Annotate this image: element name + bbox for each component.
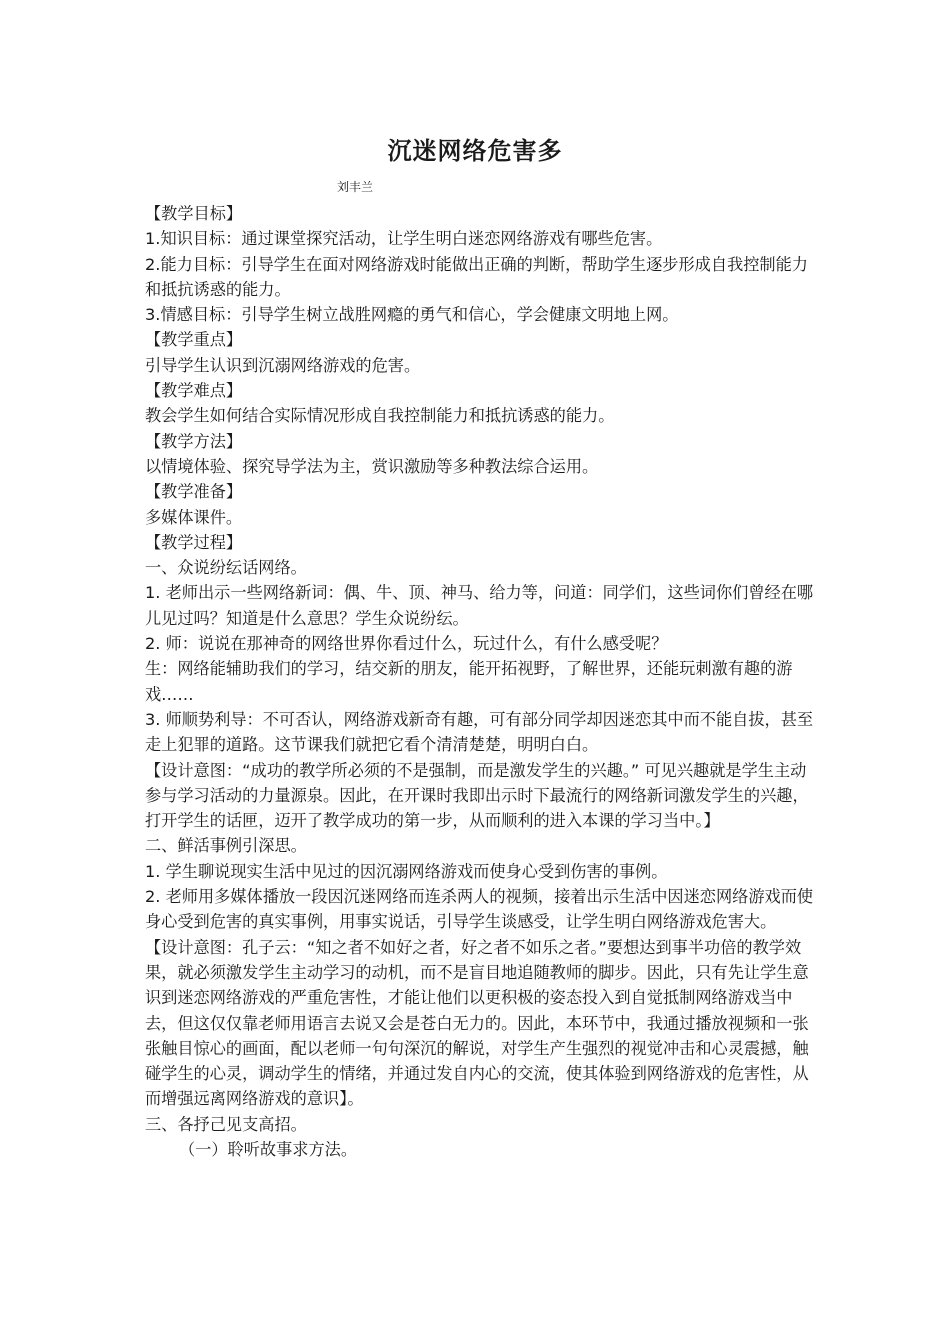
heading-preparation: 【教学准备】: [145, 482, 243, 502]
heading-key-points: 【教学重点】: [145, 330, 243, 350]
section-three-subheading: （一）聆听故事求方法。: [179, 1139, 358, 1159]
goal-ability: 2.能力目标：引导学生在面对网络游戏时能做出正确的判断，帮助学生逐步形成自我控制能力和抵抗诱惑的能力。: [145, 254, 808, 299]
document-title: 沉迷网络危害多: [387, 137, 563, 165]
preparation-text: 多媒体课件。: [145, 507, 243, 527]
difficulties-text: 教会学生如何结合实际情况形成自我控制能力和抵抗诱惑的能力。: [145, 406, 615, 426]
heading-difficulties: 【教学难点】: [145, 381, 243, 401]
section-one-step-1: 1. 老师出示一些网络新词：偶、牛、顶、神马、给力等，问道：同学们，这些词你们曾经在哪儿见过吗？知道是什么意思？学生众说纷纭。: [145, 583, 814, 628]
section-two-step-2: 2. 老师用多媒体播放一段因沉迷网络而连杀两人的视频，接着出示生活中因迷恋网络游戏而使身心受到危害的真实事例，用事实说话，引导学生谈感受，让学生明白网络游戏危害大。: [145, 887, 814, 932]
section-two-heading: 二、鲜活事例引深思。: [145, 836, 307, 856]
goal-emotion: 3.情感目标：引导学生树立战胜网瘾的勇气和信心，学会健康文明地上网。: [145, 305, 679, 325]
section-one-step-3: 3. 师顺势利导：不可否认，网络游戏新奇有趣，可有部分同学却因迷恋其中而不能自拔，甚至走上犯罪的道路。这节课我们就把它看个清清楚楚，明明白白。: [145, 709, 814, 755]
section-one-student-answer: 生：网络能辅助我们的学习，结交新的朋友，能开拓视野，了解世界，还能玩刺激有趣的游戏……: [145, 659, 793, 704]
heading-teaching-goals: 【教学目标】: [145, 204, 243, 223]
heading-methods: 【教学方法】: [145, 431, 243, 451]
section-three-heading: 三、各抒己见支高招。: [145, 1114, 307, 1134]
goal-knowledge: 1.知识目标：通过课堂探究活动，让学生明白迷恋网络游戏有哪些危害。: [145, 229, 663, 249]
author-name: 刘丰兰: [337, 180, 374, 194]
key-points-text: 引导学生认识到沉溺网络游戏的危害。: [145, 355, 421, 375]
section-one-heading: 一、众说纷纭话网络。: [145, 558, 307, 578]
section-one-step-2: 2. 师：说说在那神奇的网络世界你看过什么，玩过什么，有什么感受呢？: [145, 634, 668, 654]
section-one-design-intent: 【设计意图：“成功的教学所必须的不是强制，而是激发学生的兴趣。” 可见兴趣就是学生主动参与学习活动的力量源泉。因此，在开课时我即出示时下最流行的网络新词激发学生的兴趣，打开学生的话匣，迈开了教学成功的第一步，从而顺利的进入本课的学习当中。】: [145, 760, 809, 831]
document-body: [145, 201, 815, 1162]
heading-process: 【教学过程】: [145, 532, 243, 552]
section-two-design-intent: 【设计意图：孔子云：“知之者不如好之者，好之者不如乐之者。”要想达到事半功倍的教学效果，就必须激发学生主动学习的动机，而不是盲目地追随教师的脚步。因此，只有先让学生意识到迷恋网络游戏的严重危害性，才能让他们以更积极的姿态投入到自觉抵制网络游戏当中去，但这仅仅靠老师用语言去说又会是苍白无力的。因此，本环节中，我通过播放视频和一张张触目惊心的画面，配以老师一句句深沉的解说，对学生产生强烈的视觉冲击和心灵震撼，触碰学生的心灵，调动学生的情绪，并通过发自内心的交流，使其体验到网络游戏的危害性，从而增强远离网络游戏的意识】。: [145, 937, 809, 1109]
section-two-step-1: 1. 学生聊说现实生活中见过的因沉溺网络游戏而使身心受到伤害的事例。: [145, 861, 668, 881]
methods-text: 以情境体验、探究导学法为主，赏识激励等多种教法综合运用。: [145, 456, 599, 476]
